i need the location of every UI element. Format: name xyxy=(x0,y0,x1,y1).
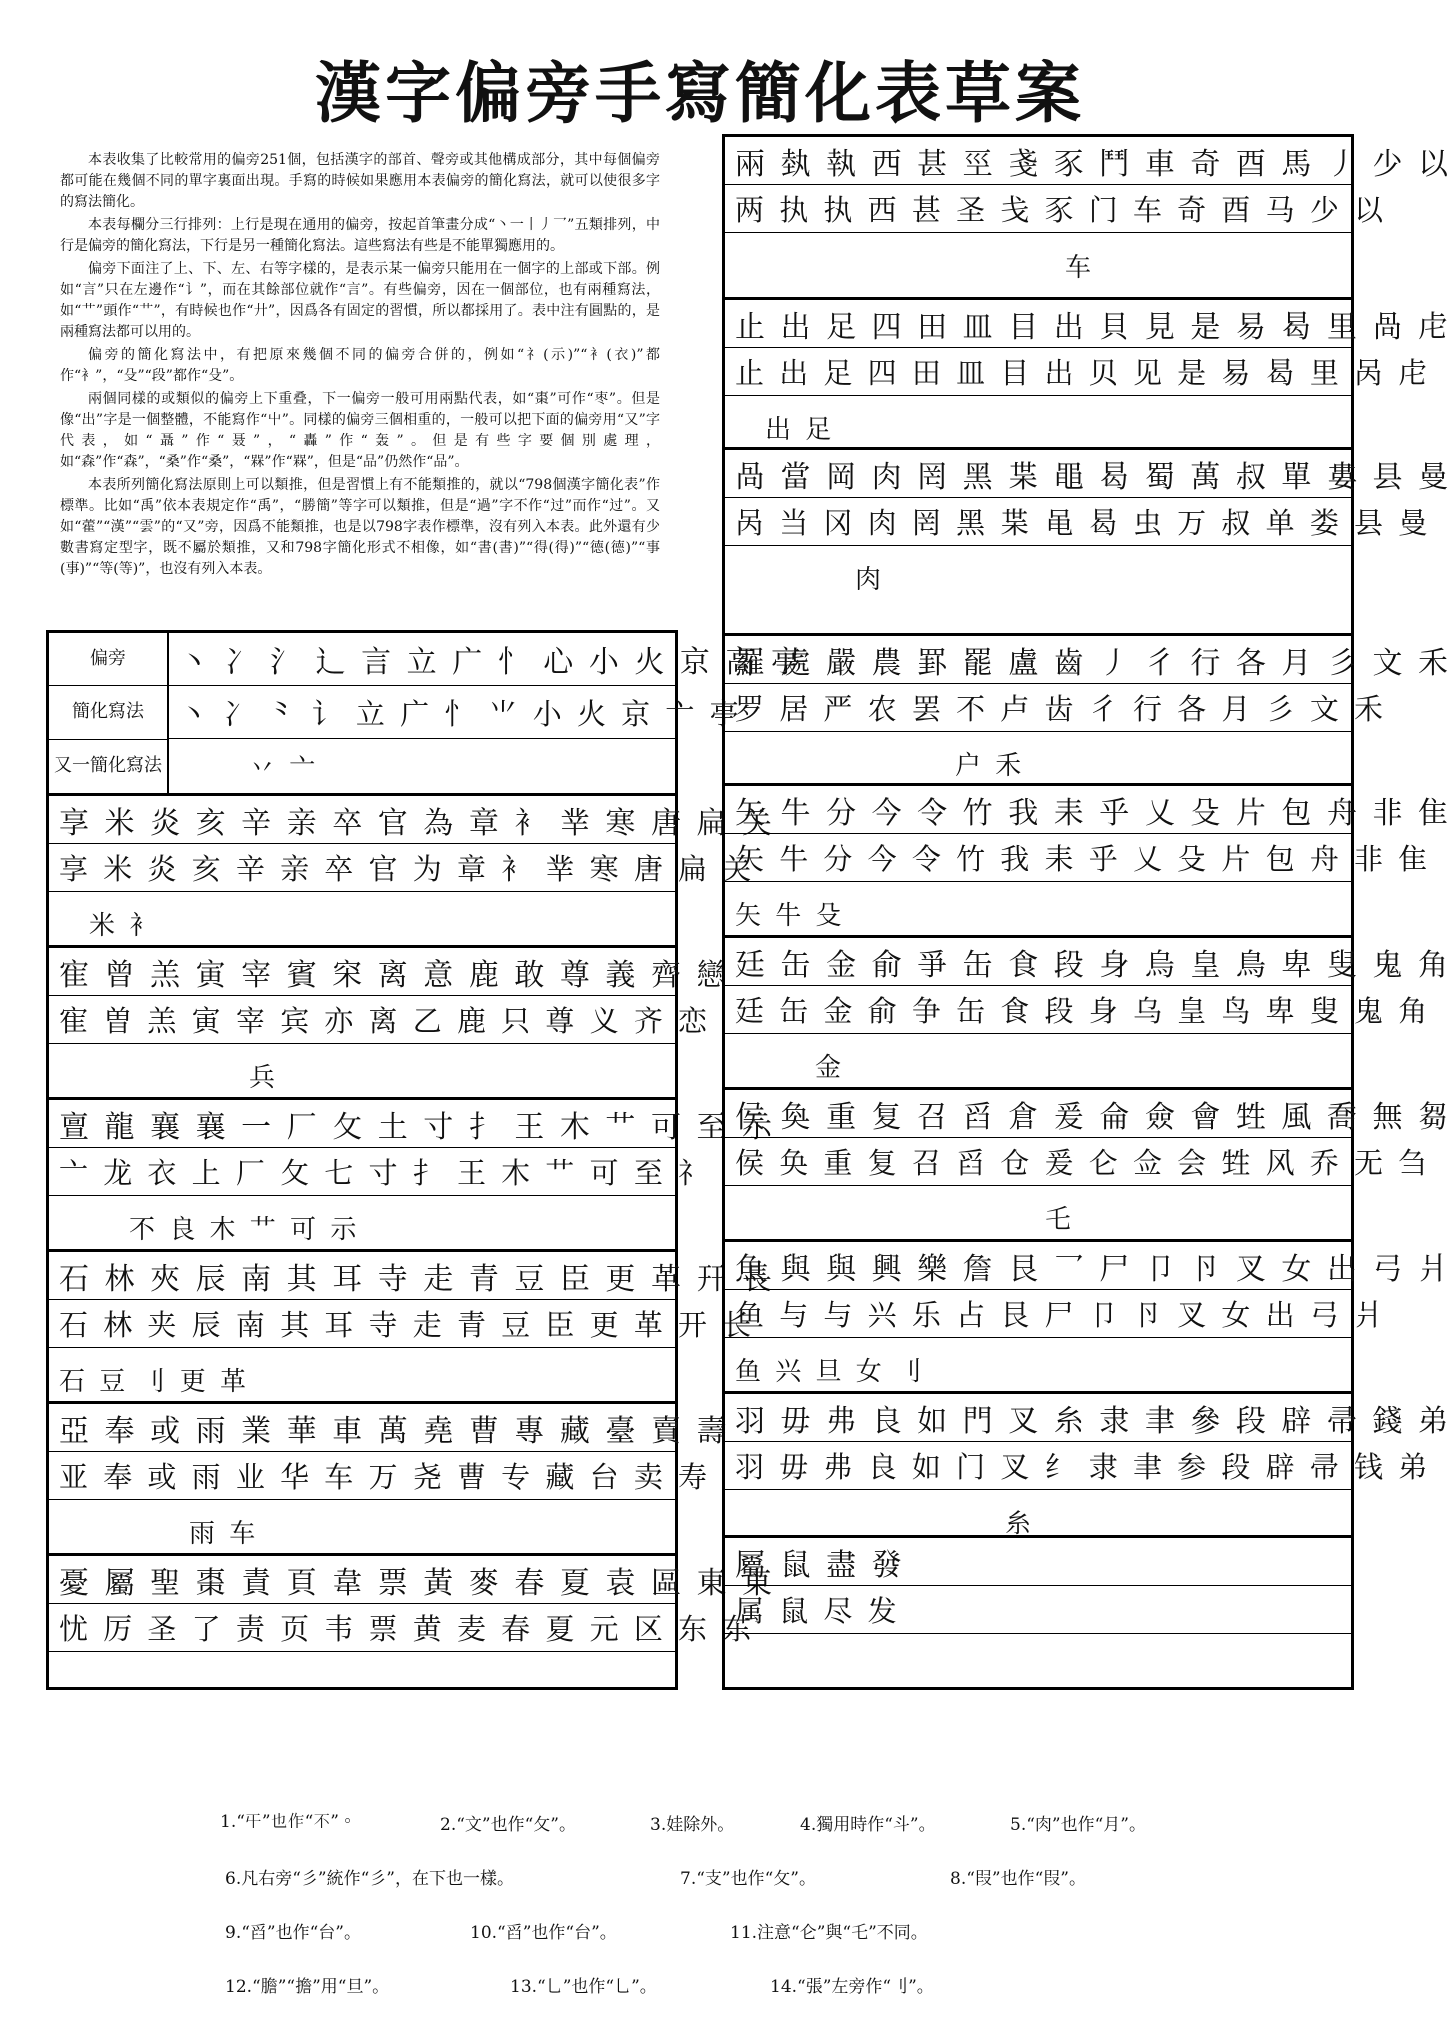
simplified-row: 罗 居 严 农 罢 不 卢 齿 彳 行 各 月 彡 文 禾 xyxy=(725,684,1351,732)
header-alternate: 又一簡化寫法 xyxy=(54,755,162,777)
original-row: 寉 曾 羔 寅 宰 賓 穼 离 意 鹿 敢 尊 義 齊 戀 xyxy=(49,948,675,996)
simplified-row: 鱼 与 与 兴 乐 占 艮 尸 卩 卪 叉 女 出 弓 爿 xyxy=(725,1290,1351,1338)
alternate-row: 户 禾 xyxy=(955,750,1025,781)
table-group xyxy=(49,1401,730,1553)
alternate-row: 出 足 xyxy=(765,414,835,445)
footnote: 7.“支”也作“攵”。 xyxy=(680,1869,816,1889)
original-row: 侯 奐 重 复 召 舀 倉 爰 侖 僉 會 甡 風 喬 無 芻 xyxy=(725,1090,1351,1138)
simplified-row: 侯 奂 重 复 召 舀 仓 爰 仑 佥 会 甡 风 乔 无 刍 xyxy=(725,1138,1351,1186)
intro-paragraph: 兩個同樣的或類似的偏旁上下重叠，下一偏旁一般可用兩點代表，如“棗”可作“枣”。但是像“出”字是一個整體，不能寫作“屮”。同樣的偏旁三個相重的，一般可以把下面的偏旁用“又”字代表，如“聶”作“聂”，“轟”作“轰”。但是有些字要個別處理，如“森”作“森”，“桑”作“桑”，“槑”作“槑”，但是“品”仍然作“品”。 xyxy=(60,391,660,470)
intro-paragraph: 偏旁的簡化寫法中，有把原來幾個不同的偏旁合併的，例如“礻(示)”“衤(衣)”都作“衤”，“殳”“段”都作“殳”。 xyxy=(60,347,660,384)
alternate-row: 糸 xyxy=(1005,1508,1035,1539)
simplified-row: 两 执 执 西 甚 圣 戋 豕 门 车 奇 酉 马 少 以 xyxy=(725,185,1351,233)
alternate-row: 不 良 木 艹 可 示 xyxy=(129,1214,360,1245)
alternate-row: 鱼 兴 旦 女 刂 xyxy=(735,1356,926,1387)
header-simplified: 簡化寫法 xyxy=(49,686,167,739)
simplified-row: 止 出 足 四 田 皿 目 出 贝 见 是 易 曷 里 呙 虍 xyxy=(725,348,1351,396)
intro-paragraph: 本表收集了比較常用的偏旁251個，包括漢字的部首、聲旁或其他構成部分，其中每個偏旁都可能在幾個不同的單字裏面出現。手寫的時候如果應用本表偏旁的簡化寫法，就可以使很多字的寫法簡化。 xyxy=(60,152,660,210)
footnote: 13.“乚”也作“乚”。 xyxy=(510,1977,657,1997)
original-row: 止 出 足 四 田 皿 目 出 貝 見 是 易 曷 里 咼 虍 xyxy=(725,300,1351,348)
footnote: 2.“文”也作“攵”。 xyxy=(440,1815,576,1835)
original-row: 丶 冫 氵 辶 言 立 广 忄 心 小 火 京 高 亭 xyxy=(169,633,675,686)
table-group xyxy=(49,945,730,1097)
original-row: 兩 埶 執 西 甚 巠 戔 豕 鬥 車 奇 酉 馬 丿 少 以 xyxy=(725,137,1351,185)
simplified-row: 寉 曽 羔 寅 宰 宾 亦 离 乙 鹿 只 尊 义 齐 恋 xyxy=(49,996,675,1044)
table-group xyxy=(725,633,1451,783)
table-group xyxy=(725,1535,1351,1687)
table-group xyxy=(725,447,1451,597)
simplified-row: 亚 奉 或 雨 业 华 车 万 尧 曹 专 藏 台 卖 寿 xyxy=(49,1452,675,1500)
footnote: 9.“舀”也作“台”。 xyxy=(225,1923,361,1943)
table-group xyxy=(49,633,804,793)
original-row: 矢 牛 分 今 令 竹 我 耒 乎 乂 殳 片 包 舟 非 隹 xyxy=(725,786,1351,834)
alternate-row: 乇 xyxy=(1045,1204,1075,1235)
right-radical-table xyxy=(722,134,1451,1690)
original-row: 石 林 夾 辰 南 其 耳 寺 走 青 豆 臣 更 革 幵 長 xyxy=(49,1252,675,1300)
original-row: 咼 當 岡 肉 罔 黑 枼 黽 曷 蜀 萬 叔 單 婁 县 曼 xyxy=(725,450,1351,498)
simplified-row: 廷 缶 金 俞 争 缶 食 段 身 乌 皇 鸟 卑 叟 鬼 角 xyxy=(725,986,1351,1034)
alternate-row xyxy=(49,1652,675,1684)
footnote: 11.注意“仑”與“乇”不同。 xyxy=(730,1923,928,1943)
footnote: 14.“張”左旁作“刂”。 xyxy=(770,1977,934,1997)
footnote: 12.“膽”“擔”用“旦”。 xyxy=(225,1977,390,1997)
header-original: 偏旁 xyxy=(49,633,167,686)
simplified-row: 丶 冫 ⺀ 讠 立 广 忄 ⺌ 小 火 京 亠 亭 xyxy=(169,686,675,739)
original-row: 魚 與 與 興 樂 詹 艮 乛 尸 卩 卪 叉 女 出 弓 爿 xyxy=(725,1242,1351,1290)
table-group xyxy=(725,935,1451,1087)
table-group xyxy=(725,1239,1451,1391)
simplified-row: 羽 毋 弗 良 如 门 叉 纟 隶 聿 参 段 辟 帚 钱 弟 xyxy=(725,1442,1351,1490)
intro-paragraph: 偏旁下面注了上、下、左、右等字樣的，是表示某一偏旁只能用在一個字的上部或下部。例如“言”只在左邊作“讠”，而在其餘部位就作“言”。有些偏旁，因在一個部位，也有兩種寫法，如“艹”頭作“艹”，有時候也作“廾”，因爲各有固定的習慣，所以都採用了。表中注有圓點的，是兩種寫法都可以用的。 xyxy=(60,261,660,340)
footnote: 3.娃除外。 xyxy=(650,1815,735,1835)
alternate-row: 金 xyxy=(815,1052,845,1083)
table-group xyxy=(49,793,776,945)
table-group xyxy=(725,1391,1451,1539)
table-group xyxy=(725,1087,1451,1239)
simplified-row: 呙 当 冈 肉 罔 黑 枼 黾 曷 虫 万 叔 单 娄 县 曼 xyxy=(725,498,1351,546)
alternate-row: 米 衤 xyxy=(89,910,159,941)
intro-paragraph: 本表所列簡化寫法原則上可以類推，但是習慣上有不能類推的，就以“798個漢字簡化表”作標準。比如“禹”依本表規定作“禹”，“勝簡”等字可以類推，但是“過”字不作“过”而作“过”。又如“藿”“漢”“雲”的“又”旁，因爲不能類推，也是以798字表作標準，沒有列入本表。此外還有少數書寫定型字，既不屬於類推，又和798字簡化形式不相像，如“書(書)”“得(得)”“德(德)”“事(事)”“等(等)”，也沒有列入本表。 xyxy=(60,477,660,577)
table-group xyxy=(49,1097,776,1249)
footnote: 10.“舀”也作“台”。 xyxy=(470,1923,617,1943)
original-row: 羅 處 嚴 農 罫 罷 盧 齒 丿 彳 行 各 月 彡 文 禾 xyxy=(725,636,1351,684)
alternate-row: 兵 xyxy=(249,1062,279,1093)
table-group xyxy=(725,137,1451,297)
simplified-row: 亠 龙 衣 上 厂 攵 七 寸 扌 王 木 艹 可 至 礻 xyxy=(49,1148,675,1196)
alternate-row: 石 豆 刂 更 革 xyxy=(59,1366,250,1397)
simplified-row: 属 鼠 尽 发 xyxy=(725,1586,1351,1634)
footnote: 5.“肉”也作“月”。 xyxy=(1010,1815,1146,1835)
alternate-row: 雨 车 xyxy=(189,1518,259,1549)
intro-paragraph: 本表每欄分三行排列：上行是現在通用的偏旁，按起首筆畫分成“丶一丨丿乛”五類排列，中行是偏旁的簡化寫法，下行是另一種簡化寫法。這些寫法有些是不能單獨應用的。 xyxy=(60,217,660,254)
footnote: 1.“𡕒”也作“不”。 xyxy=(220,1812,356,1832)
simplified-row: 矢 牛 分 今 令 竹 我 耒 乎 乂 殳 片 包 舟 非 隹 xyxy=(725,834,1351,882)
footnote: 8.“叚”也作“叚”。 xyxy=(950,1869,1086,1889)
simplified-row: 享 米 炎 亥 辛 亲 卒 官 为 章 衤 丵 寒 唐 扁 关 xyxy=(49,844,675,892)
original-row: 屬 鼠 盡 發 xyxy=(725,1538,1351,1586)
simplified-row: 石 林 夹 辰 南 其 耳 寺 走 青 豆 臣 更 革 开 长 xyxy=(49,1300,675,1348)
table-group xyxy=(49,1249,776,1401)
original-row: 亞 奉 或 雨 業 華 車 萬 堯 曹 專 藏 臺 賣 壽 xyxy=(49,1404,675,1452)
original-row: 羽 毋 弗 良 如 門 叉 糸 隶 聿 參 段 辟 帚 錢 弟 xyxy=(725,1394,1351,1442)
original-row: 亶 龍 襄 襄 一 厂 攵 土 寸 扌 王 木 艹 可 至 示 xyxy=(49,1100,675,1148)
alternate-row: 矢 牛 殳 xyxy=(735,900,845,931)
table-group xyxy=(725,297,1451,447)
table-group xyxy=(725,783,1451,935)
alternate-row: 丷 亠 xyxy=(249,753,319,784)
alternate-row xyxy=(725,1634,1351,1696)
intro-text xyxy=(60,150,660,582)
simplified-row: 忧 厉 圣 了 责 页 韦 票 黄 麦 春 夏 元 区 东 东 xyxy=(49,1604,675,1652)
header-column xyxy=(49,633,169,793)
original-row: 享 米 炎 亥 辛 亲 卒 官 為 章 衤 丵 寒 唐 扁 关 xyxy=(49,796,675,844)
page-title: 漢字偏旁手寫簡化表草案 xyxy=(315,54,1085,132)
alternate-row: 车 xyxy=(1065,252,1095,283)
original-row: 憂 屬 聖 棗 責 頁 韋 票 黃 麥 春 夏 袁 區 東 東 xyxy=(49,1556,675,1604)
footnote: 6.凡右旁“彡”統作“彡”，在下也一樣。 xyxy=(225,1869,514,1889)
table-group xyxy=(49,1553,776,1687)
footnote: 4.獨用時作“斗”。 xyxy=(800,1815,936,1835)
original-row: 廷 缶 金 俞 爭 缶 食 段 身 烏 皇 鳥 卑 叟 鬼 角 xyxy=(725,938,1351,986)
alternate-row: 肉 xyxy=(855,564,885,595)
